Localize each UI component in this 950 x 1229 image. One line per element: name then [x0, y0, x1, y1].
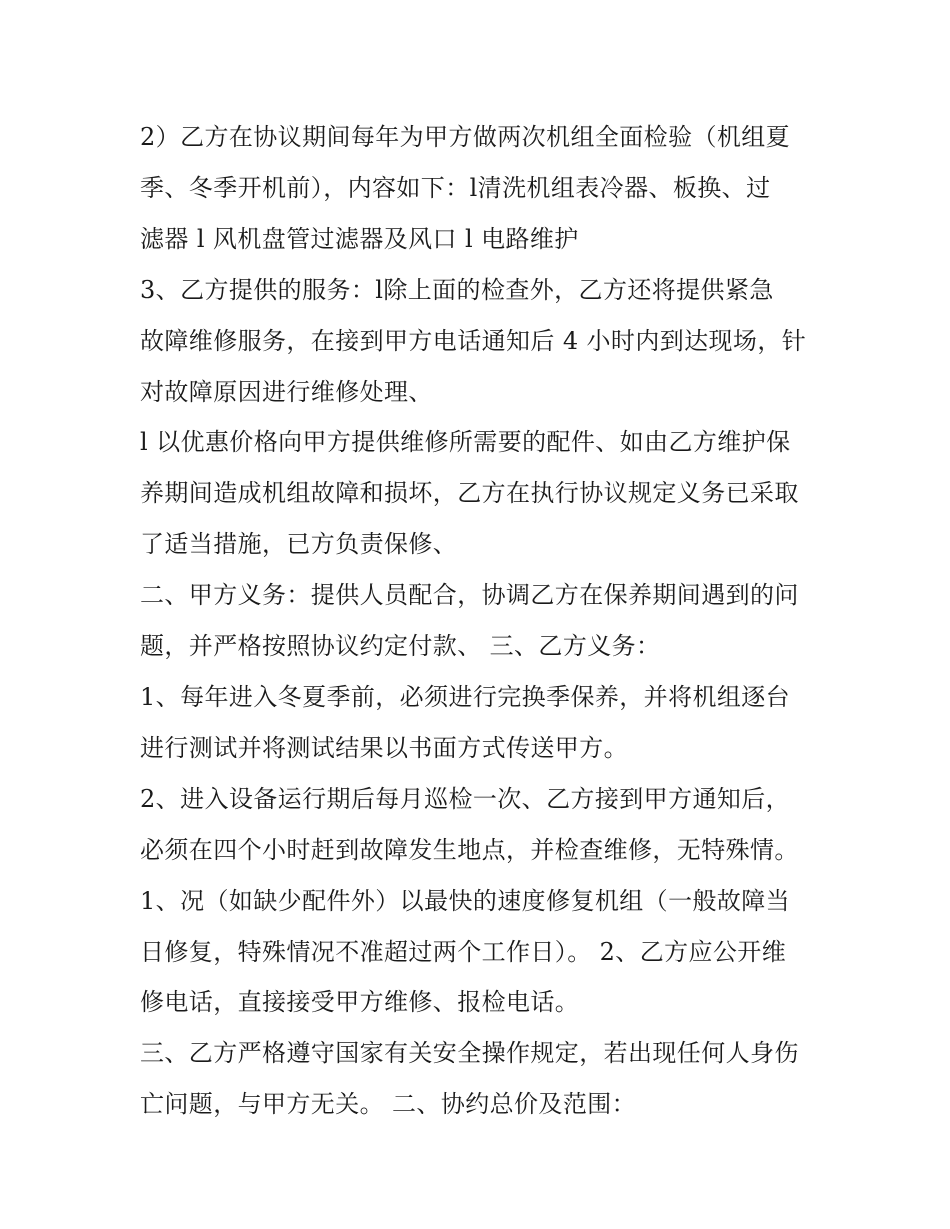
text-line: 1、况（如缺少配件外）以最快的速度修复机组（一般故障当: [140, 886, 791, 915]
paragraph-inspection: [140, 112, 830, 265]
text-line: 2、进入设备运行期后每月巡检一次、乙方接到甲方通知后，: [140, 784, 791, 813]
text-line: 2）乙方在协议期间每年为甲方做两次机组全面检验（机组夏: [140, 123, 791, 151]
document-body: [140, 112, 830, 1130]
text-line: 季、冬季开机前），内容如下：l清洗机组表冷器、板换、过: [140, 173, 771, 202]
paragraph-parts-warranty: [140, 417, 830, 570]
text-line: 进行测试并将测试结果以书面方式传送甲方。: [140, 733, 628, 762]
text-line: 养期间造成机组故障和损坏，乙方在执行协议规定义务已采取: [140, 479, 799, 508]
paragraph-monthly-inspection: [140, 774, 830, 876]
paragraph-safety: [140, 1028, 830, 1130]
text-line: 3、乙方提供的服务：l除上面的检查外，乙方还将提供紧急: [140, 275, 774, 304]
text-line: 三、乙方严格遵守国家有关安全操作规定，若出现任何人身伤: [140, 1039, 799, 1068]
text-line: 亡问题，与甲方无关。 二、协约总价及范围：: [140, 1090, 637, 1119]
text-line: 了适当措施，已方负责保修、: [140, 530, 458, 559]
text-line: 故障维修服务，在接到甲方电话通知后 4 小时内到达现场，针: [140, 326, 807, 355]
text-line: 必须在四个小时赶到故障发生地点，并检查维修，无特殊情。: [140, 835, 799, 864]
text-line: 日修复，特殊情况不准超过两个工作日）。 2、乙方应公开维: [140, 937, 787, 966]
text-line: 对故障原因进行维修处理、: [140, 377, 433, 406]
text-line: 1、每年进入冬夏季前，必须进行完换季保养，并将机组逐台: [140, 682, 791, 711]
text-line: 修电话，直接接受甲方维修、报检电话。: [140, 988, 580, 1017]
paragraph-party-a-obligations: [140, 570, 830, 672]
paragraph-repair-timeline: [140, 876, 830, 1029]
text-line: 题，并严格按照协议约定付款、 三、乙方义务：: [140, 632, 661, 661]
text-line: 二、甲方义务：提供人员配合，协调乙方在保养期间遇到的问: [140, 581, 799, 610]
paragraph-seasonal-maintenance: [140, 672, 830, 774]
text-line: 滤器 l 风机盘管过滤器及风口 l 电路维护: [140, 224, 579, 253]
text-line: l 以优惠价格向甲方提供维修所需要的配件、如由乙方维护保: [140, 428, 791, 457]
paragraph-services: [140, 265, 830, 418]
